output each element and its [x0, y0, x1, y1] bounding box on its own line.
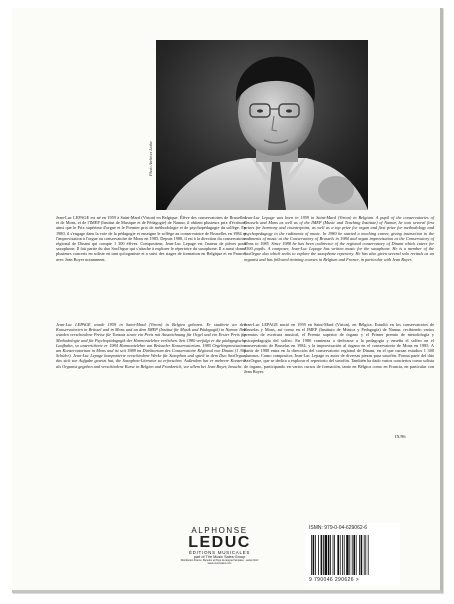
bio-spanish-text: Jean-Luc LEPAGE nació en 1959 en Saint-Mard (Virton), en Bélgica. Estudió en los conservatorios de Bruselas y Mons, así como en el IMEP (Instituto de Música y Pedagogía) de Namur, recibiendo varios premios de escritura musical, el Premio superior de órgano y el Primer premio de metodología y psicopedagogía del solfeo. En 1980 comienza a dedicarse a la pedagogía y enseña el solfeo en el conservatorio de Bruselas en 1984, y la improvisación al órgano en el conservatorio de Mons en 1985. A partir de 1988 entra en la dirección del conservatorio regional de Dinant, en el que cursan estudios 1 300 alumnos. Como compositor, Jean-Luc Lepage es autor de diversas piezas para saxofón. Forma parte del dúo SaxOrgue, que se dedica a explorar el repertorio del saxofón. También ha dado varios conciertos como solista de órgano, participando en varios cursos de formación, tanto en Bélgica como en Francia, en particular con Jean Boyer. — [244, 322, 434, 374]
bio-spanish — [244, 322, 434, 377]
bio-french-text: Jean-Luc LEPAGE est né en 1959 à Saint-Mard (Virton) en Belgique. Élève des conservatoires de Bruxelles et de Mons, et de l'IMEP (Institut de Musique et de Pédagogie) de Namur, il obtient plusieurs prix d'écriture, ainsi que le Prix supérieur d'orgue et le Premier prix de méthodologie et de psychopédagogie du solfège. En 1980, il s'engage dans la voie de la pédagogie et enseigne le solfège au conservatoire de Bruxelles en 1984 et l'improvisation à l'orgue au conservatoire de Mons en 1985. Depuis 1988, il est à la direction du conservatoire régional de Dinant qui compte 1 300 élèves. Compositeur, Jean-Luc Lepage est l'auteur de pièces pour saxophone. Il fait partie du duo SaxOrgue qui s'attache à explorer le répertoire du saxophone. Il a aussi donné plusieurs concerts en soliste en tant qu'organiste et a suivi des stages de formation en Belgique et en France, avec Jean Boyer notamment. — [56, 215, 246, 262]
bio-english — [244, 215, 434, 265]
edition-code: IX/96 — [395, 434, 406, 439]
ismn-label: ISMN: 979-0-04-629062-6 — [309, 525, 368, 531]
photo-credit: Photo Archives Leduc — [148, 140, 153, 176]
publisher-line-editions: ÉDITIONS MUSICALES — [188, 550, 251, 555]
publisher-line-leduc: LEDUC — [188, 534, 251, 551]
back-cover-page — [12, 8, 443, 593]
publisher-logo — [167, 526, 272, 565]
publisher-line-group: part of The Music Sales Group — [193, 555, 246, 559]
bio-english-text: Jean-Luc Lepage was born in 1959 in Saint-Mard (Virton) in Belgium. A pupil of the conservatories of Brussels and Mons as well as of the IMEP (Music and Teaching Institute) of Namur, he won several first prizes for harmony and counterpoint, as well as a top prize for organ and first prize for methodology and psychopedagogy in the rudiments of music. In 1980 he started a teaching career, giving instruction in the rudiments of music at the Conservatory of Brussels in 1984 and organ improvisation at the Conservatory of Mons in 1985. Since 1988 he has been codirector of the regional conservatory of Dinant which caters for 1300 pupils. A composer, Jean-Luc Lepage has written music for the saxophone. He is a member of the SaxOrgue duo which seeks to explore the saxophone repertory. He has also given several solo recitals as an organist and has followed training courses in Belgium and France, in particular with Jean Boyer. — [244, 215, 434, 262]
bio-german — [56, 322, 246, 372]
composer-portrait-photo — [156, 40, 368, 210]
publisher-line-alphonse: ALPHONSE — [191, 526, 248, 535]
publisher-line-website: www.musicsales.com — [207, 562, 232, 565]
bio-french — [56, 215, 246, 265]
publisher-line-distribution: Distribution France, Benelux et Pays de langue française : Leduc DLD — [180, 559, 259, 562]
barcode-number: 9 790046 290626 > — [309, 577, 360, 583]
barcode-icon — [309, 535, 395, 577]
bio-german-text: Jean-Luc LEPAGE wurde 1959 in Saint-Mard (Virton) in Belgien geboren. Er studierte an den Konservatorien in Brüssel und in Mons und an dem IMEP (Institut für Musik und Pädagogik) in Namur. Ihm wurden verschiedene Preise für Tonsatz sowie ein Preis mit Auszeichnung für Orgel und ein Erster Preis für Methodologie und für Psychopädagogik der Harmonielehre verliehen. Seit 1980 verfolgt er die pädagogische Laufbahn, so unterrichtete er 1984 Harmonielehre am Brüsseler Konservatorium. 1985 Orgelimprovisation am Konservatorium in Mons und ist seit 1988 im Direktorium des Conservatoire Régional von Dinant (1 300 Schüler). Jean-Luc Lepage komponierte verschiedene Werke für Saxophon und spielt in dem Duo SaxOrgue, das sich zur Aufgabe gesetzt hat, die Saxophon-Literatur zu erforschen. Außerdem hat er mehrere Konzerte als Organist gegeben und verschiedene Kurse in Belgien und Frankreich, vor allem bei Jean Boyer, besucht. — [56, 322, 246, 369]
